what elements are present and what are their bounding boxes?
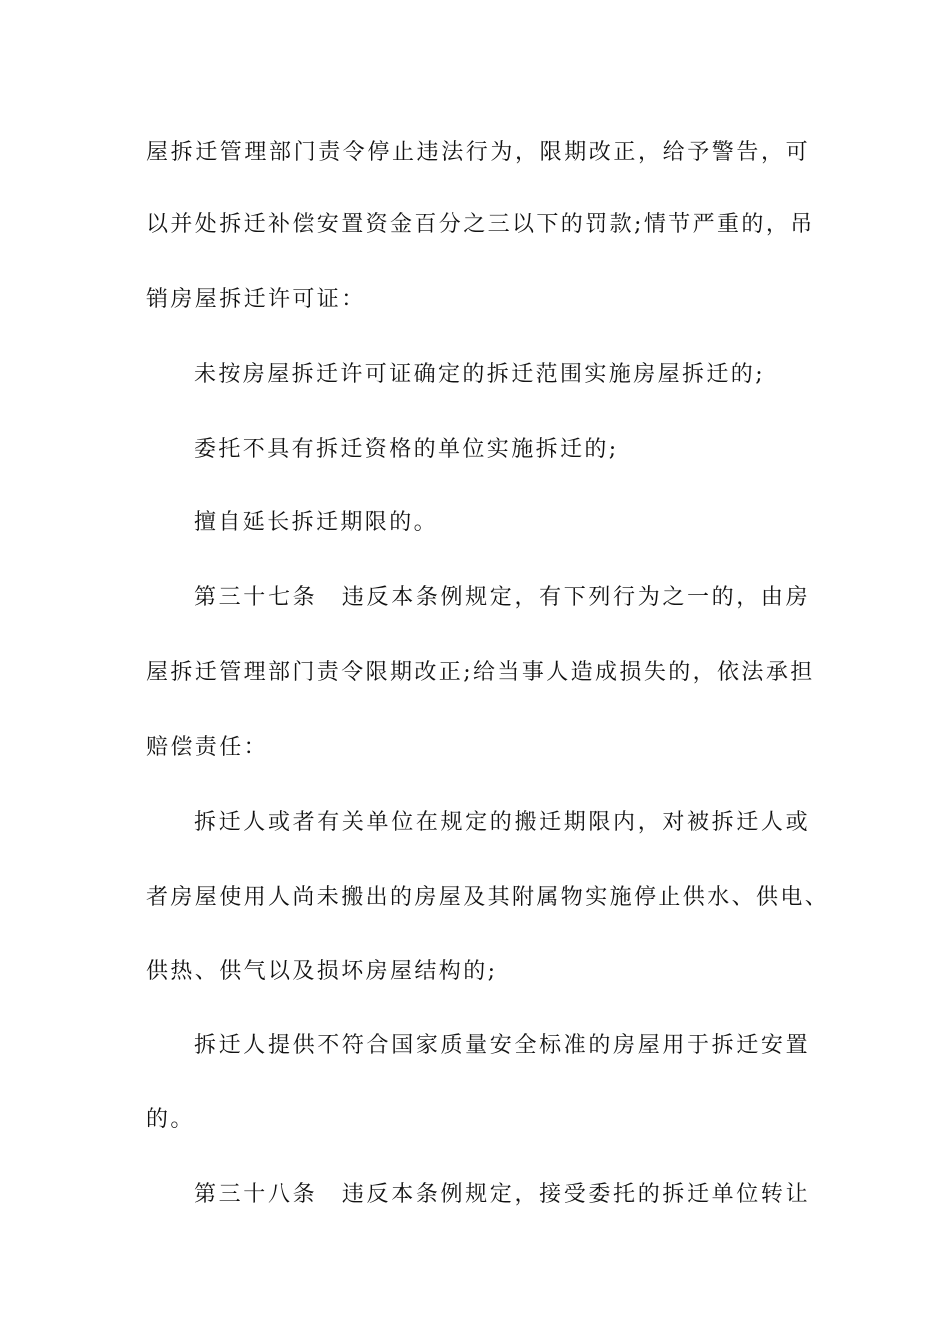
text-line: 未按房屋拆迁许可证确定的拆迁范围实施房屋拆迁的;	[194, 362, 766, 387]
text-line: 赔偿责任：	[146, 735, 269, 760]
text-line: 委托不具有拆迁资格的单位实施拆迁的;	[194, 437, 619, 462]
text-line: 擅自延长拆迁期限的。	[194, 510, 439, 535]
text-line: 拆迁人或者有关单位在规定的搬迁期限内，对被拆迁人或	[194, 810, 810, 835]
text-line: 供热、供气以及损坏房屋结构的;	[146, 959, 498, 984]
text-line: 以并处拆迁补偿安置资金百分之三以下的罚款;情节严重的，吊	[146, 212, 815, 237]
article-heading-line: 第三十八条 违反本条例规定，接受委托的拆迁单位转让	[194, 1182, 810, 1207]
text-line: 屋拆迁管理部门责令停止违法行为，限期改正，给予警告，可	[146, 140, 810, 165]
text-line: 者房屋使用人尚未搬出的房屋及其附属物实施停止供水、供电、	[146, 885, 830, 910]
text-line: 销房屋拆迁许可证：	[146, 287, 366, 312]
text-line: 的。	[146, 1107, 195, 1132]
text-line: 拆迁人提供不符合国家质量安全标准的房屋用于拆迁安置	[194, 1033, 810, 1058]
text-line: 屋拆迁管理部门责令限期改正;给当事人造成损失的，依法承担	[146, 660, 815, 685]
article-heading-line: 第三十七条 违反本条例规定，有下列行为之一的，由房	[194, 585, 810, 610]
